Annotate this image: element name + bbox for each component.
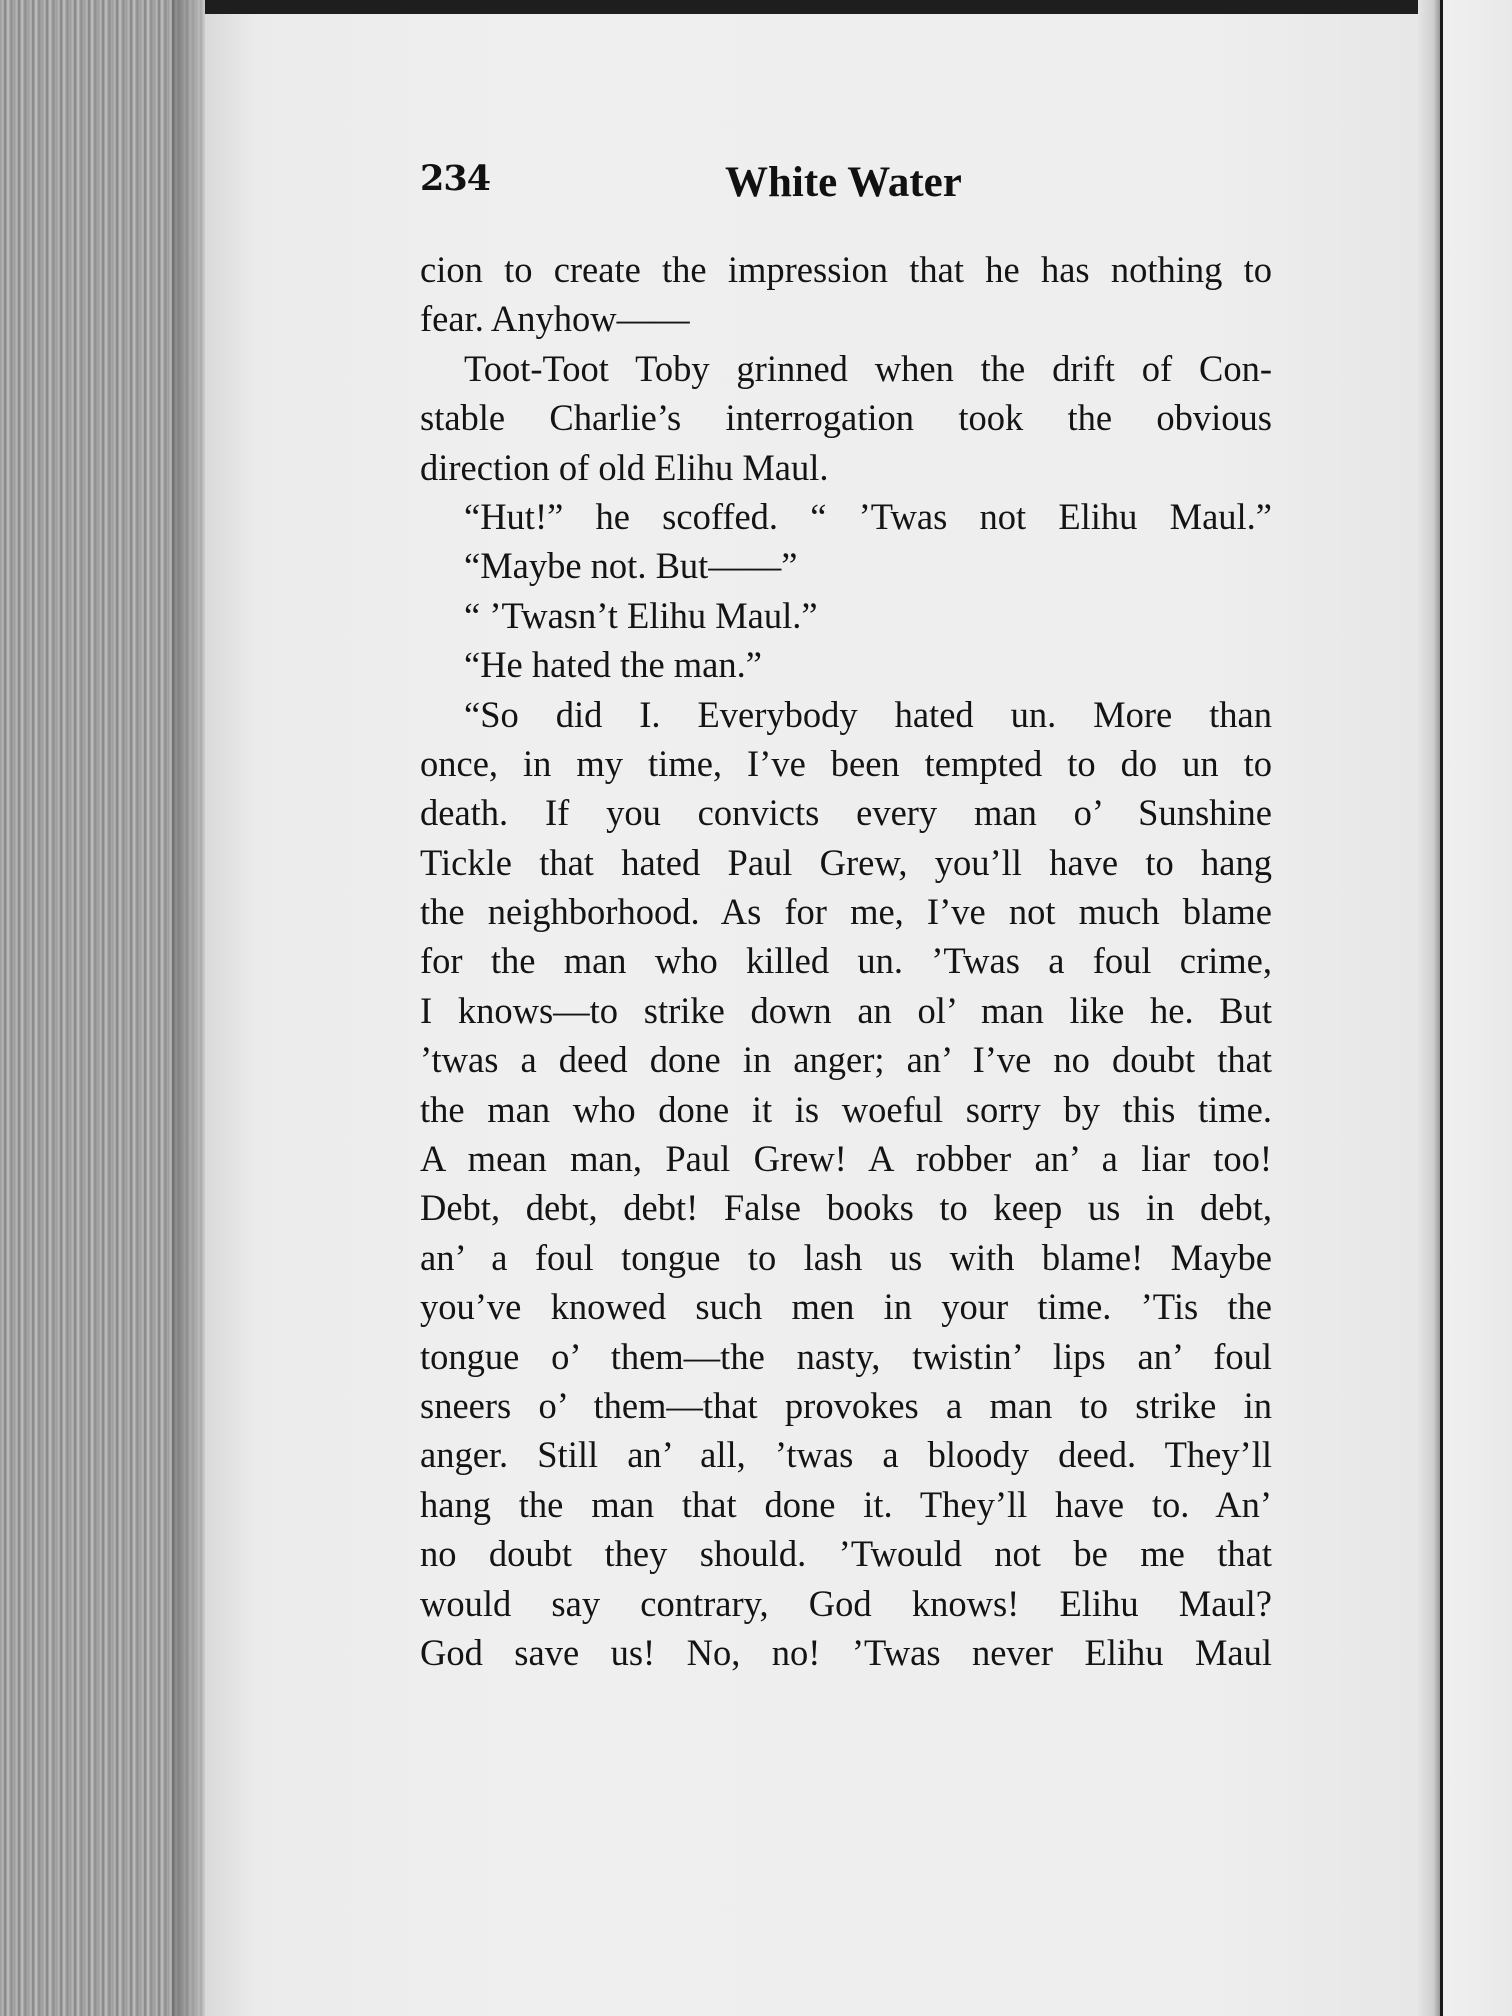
text-line: “Hut!” he scoffed. “ ’Twas not Elihu Maul.” — [464, 495, 1272, 537]
text-line: the man who done it is woeful sorry by this time. — [420, 1088, 1272, 1130]
text-line: you’ve knowed such men in your time. ’Tis the — [420, 1286, 1272, 1328]
text-line: “Maybe not. But——” — [464, 545, 798, 587]
text-line: an’ a foul tongue to lash us with blame! Maybe — [420, 1236, 1272, 1278]
text-line: sneers o’ them—that provokes a man to strike in — [420, 1384, 1272, 1426]
text-line: hang the man that done it. They’ll have to. An’ — [420, 1483, 1272, 1525]
text-line: Debt, debt, debt! False books to keep us in debt, — [420, 1187, 1272, 1229]
text-line: tongue o’ them—the nasty, twistin’ lips an’ foul — [420, 1335, 1272, 1377]
running-head — [420, 158, 1272, 214]
text-line: “He hated the man.” — [464, 644, 762, 686]
text-line: anger. Still an’ all, ’twas a bloody deed. They’ll — [420, 1434, 1272, 1476]
text-line: Tickle that hated Paul Grew, you’ll have to hang — [420, 841, 1272, 883]
text-line: fear. Anyhow—— — [420, 298, 690, 340]
text-line: no doubt they should. ’Twould not be me that — [420, 1533, 1272, 1575]
book-page-edges — [0, 0, 212, 2016]
text-line: I knows—to strike down an ol’ man like he. But — [420, 989, 1272, 1031]
text-line: “So did I. Everybody hated un. More than — [464, 693, 1272, 735]
facing-page-edge — [1440, 0, 1512, 2016]
text-line: “ ’Twasn’t Elihu Maul.” — [464, 594, 818, 636]
text-line: the neighborhood. As for me, I’ve not much blame — [420, 891, 1272, 933]
book-gutter — [1418, 0, 1440, 2016]
page-number: 234 — [420, 158, 491, 199]
text-line: once, in my time, I’ve been tempted to do un to — [420, 742, 1272, 784]
text-line: would say contrary, God knows! Elihu Maul? — [420, 1582, 1272, 1624]
text-line: God save us! No, no! ’Twas never Elihu Maul — [420, 1631, 1272, 1673]
text-line: A mean man, Paul Grew! A robber an’ a liar too! — [420, 1138, 1272, 1180]
text-line: cion to create the impression that he has nothing to — [420, 249, 1272, 290]
text-line: death. If you convicts every man o’ Sunshine — [420, 792, 1272, 834]
body-text — [420, 245, 1272, 1677]
text-line: ’twas a deed done in anger; an’ I’ve no doubt that — [420, 1039, 1272, 1081]
text-line: stable Charlie’s interrogation took the obvious — [420, 397, 1272, 439]
text-line: Toot-Toot Toby grinned when the drift of Con- — [464, 347, 1272, 389]
text-line: direction of old Elihu Maul. — [420, 446, 829, 488]
text-line: for the man who killed un. ’Twas a foul crime, — [420, 940, 1272, 982]
running-title: White Water — [725, 159, 962, 206]
